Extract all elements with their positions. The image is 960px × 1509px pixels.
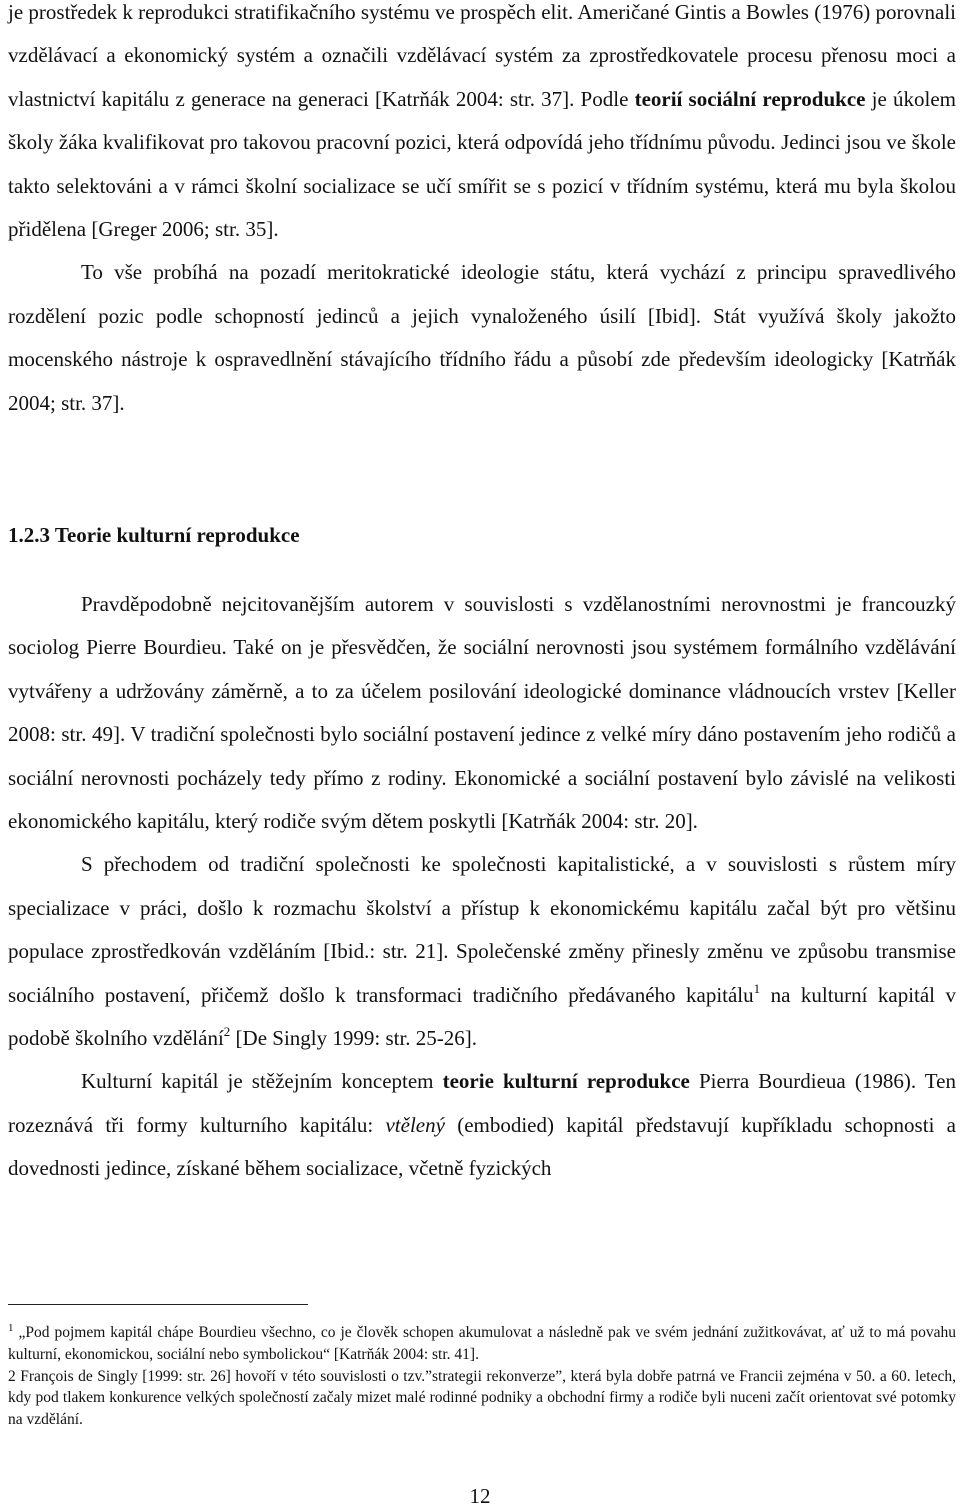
paragraph-1-text-b: je úkolem školy žáka kvalifikovat pro takovou pracovní pozici, která odpovídá jeho třídnímu původu. Jedinci jsou ve škole takto selektováni a v rámci školní socializace se učí smířit se s pozicí v třídním systému, která mu byla školou přidělena [Greger 2006; str. 35]. <box>8 86 956 242</box>
footnote-1-mark: 1 <box>8 1322 14 1334</box>
paragraph-5-text-b: Pierra Bourdieua (1986). Ten rozeznává tři formy kulturního kapitálu: <box>8 1069 956 1137</box>
section-heading: 1.2.3 Teorie kulturní reprodukce <box>8 523 300 547</box>
paragraph-5-text-c: (embodied) kapitál představují kupříkladu schopnosti a dovednosti jedince, získané během socializace, včetně fyzických <box>8 1112 956 1181</box>
footnote-2: 2 François de Singly [1999: str. 26] hovoří v této souvislosti o tzv.”strategii rekonverze”, která byla dobře patrná ve Francii zejména v 50. a 60. letech, kdy pod tlakem konkurence velkých společností začaly mizet malé rodinné podniky a obchodní firmy a rodiče byli nuceni začít orientovat své potomky na vzdělání. <box>8 1367 956 1429</box>
footnotes <box>8 1322 956 1431</box>
paragraph-3: Pravděpodobně nejcitovanějším autorem v souvislosti s vzdělanostními nerovnostmi je francouzký sociolog Pierre Bourdieu. Také on je přesvědčen, že sociální nerovnosti jsou systémem formálního vzdělávání vytvářeny a udržovány záměrně, a to za účelem posilování ideologické dominance vládnoucích vrstev [Keller 2008: str. 49]. V tradiční společnosti bylo sociální postavení jedince z velké míry dáno postavením jeho rodičů a sociální nerovnosti pocházely tedy přímo z rodiny. Ekonomické a sociální postavení bylo závislé na velikosti ekonomického kapitálu, který rodiče svým dětem poskytli [Katrňák 2004: str. 20]. <box>8 592 956 834</box>
paragraph-4-text-a: S přechodem od tradiční společnosti ke společnosti kapitalistické, a v souvislosti s růstem míry specializace v práci, došlo k rozmachu školství a přístup k ekonomickému kapitálu začal být pro většinu populace zprostředkován vzděláním [Ibid.: str. 21]. Společenské změny přinesly změnu ve způsobu transmise sociálního postavení, přičemž došlo k transformaci tradičního předávaného kapitálu <box>8 852 956 1007</box>
footnote-separator <box>8 1304 308 1305</box>
footnote-1-text: „Pod pojmem kapitál chápe Bourdieu všechno, co je člověk schopen akumulovat a následně pak ve svém jednání zužitkovávat, ať už to má povahu kulturní, ekonomickou, sociální nebo symbolickou“ [Katrňák 2004: str. 41]. <box>8 1324 956 1363</box>
paragraph-5-text-a: Kulturní kapitál je stěžejním konceptem <box>81 1069 443 1094</box>
term-embodied: vtělený <box>385 1112 445 1137</box>
term-social-reproduction: teorií sociální reprodukce <box>634 86 866 111</box>
footnote-ref-1: 1 <box>753 980 761 996</box>
paragraph-4-text-b: na kulturní kapitál v podobě školního vzdělání <box>8 982 956 1051</box>
paragraph-5 <box>8 1060 956 1190</box>
page-number: 12 <box>469 1484 491 1508</box>
text-block-lower <box>8 583 956 1191</box>
term-cultural-reproduction: teorie kulturní reprodukce <box>442 1069 690 1094</box>
paragraph-2: To vše probíhá na pozadí meritokratické ideologie státu, která vychází z principu spravedlivého rozdělení pozic podle schopností jedinců a jejich vynaloženého úsilí [Ibid]. Stát využívá školy jakožto mocenského nástroje k ospravedlnění stávajícího třídního řádu a působí zde především ideologicky [Katrňák 2004; str. 37]. <box>8 260 956 415</box>
paragraph-4 <box>8 843 956 1060</box>
paragraph-4-text-c: [De Singly 1999: str. 25-26]. <box>230 1026 478 1051</box>
paragraph-1-text-a: je prostředek k reprodukci stratifikačního systému ve prospěch elit. Američané Gintis a Bowles (1976) porovnali vzdělávací a ekonomický systém a označili vzdělávací systém za zprostředkovatele procesu přenosu moci a vlastnictví kapitálu z generace na generaci [Katrňák 2004: str. 37]. Podle <box>8 0 956 111</box>
text-block-upper <box>8 0 956 425</box>
paragraph-1 <box>8 0 956 251</box>
footnote-ref-2: 2 <box>223 1024 231 1040</box>
footnote-1 <box>8 1322 956 1366</box>
